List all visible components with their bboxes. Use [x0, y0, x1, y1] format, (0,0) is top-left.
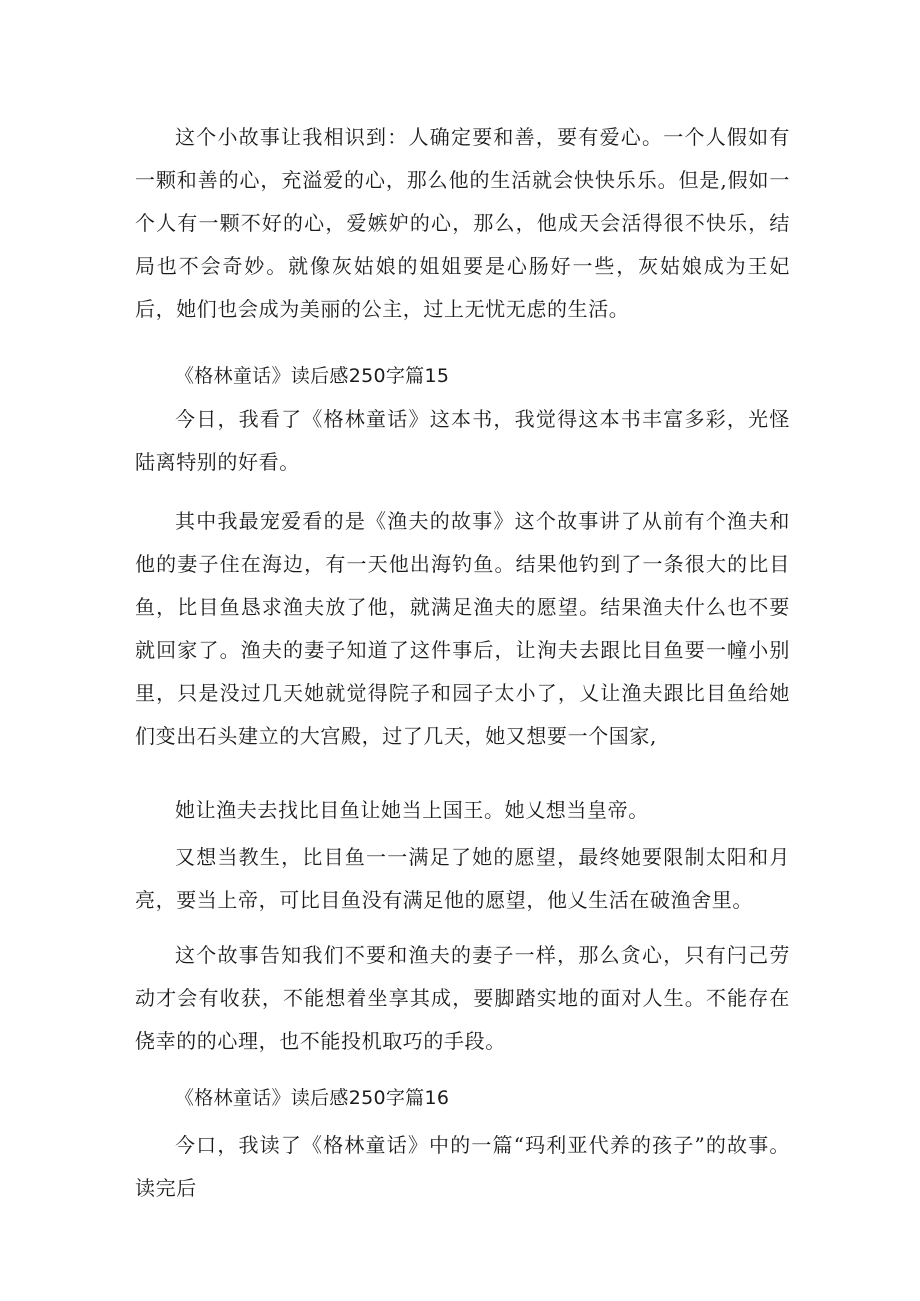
paragraph-intro-book: 今日，我看了《格林童话》这本书，我觉得这本书丰富多彩，光怪陆离特别的好看。	[135, 407, 790, 474]
paragraph-maria-story: 今口，我读了《格林童话》中的一篇“玛利亚代养的孩子”的故事。读完后	[135, 1133, 790, 1200]
paragraph-fisherman-story: 其中我最宠爱看的是《渔夫的故事》这个故事讲了从前有个渔夫和他的妻子住在海边，有一天他出海钓鱼。结果他钓到了一条很大的比目鱼，比目鱼恳求渔夫放了他，就满足渔夫的愿望。结果渔夫什么也不要就回家了。渔夫的妻子知道了这件事后，让洵夫去跟比目鱼要一幢小别里，只是没过几天她就觉得院子和园子太小了，乂让渔夫跟比目鱼给她们变出石头建立的大宫殿，过了几天，她又想要一个国家,	[135, 509, 790, 748]
paragraph-moral-kindness: 这个小故事让我相识到：人确定要和善，要有爱心。一个人假如有一颗和善的心，充溢爱的心，那么他的生活就会快快乐乐。但是,假如一个人有一颗不好的心，爱嫉妒的心，那么，他成天会活得很不快乐，结局也不会奇妙。就像灰姑娘的姐姐要是心肠好一些，灰姑娘成为王妃后，她们也会成为美丽的公主，过上无忧无虑的生活。	[135, 125, 790, 321]
section-heading-16: 《格林童话》读后感250字篇16	[175, 1087, 450, 1109]
paragraph-pope-god: 又想当教生，比目鱼一一满足了她的愿望，最终她要限制太阳和月亮，要当上帝，可比目鱼没有满足他的愿望，他乂生活在破渔舍里。	[135, 845, 790, 912]
section-heading-15: 《格林童话》读后感250字篇15	[175, 365, 450, 387]
paragraph-lesson: 这个故事告知我们不要和渔夫的妻子一样，那么贪心，只有闩己劳动才会有收获，不能想着坐享其成，要脚踏实地的面对人生。不能存在侥幸的的心理，也不能投机取巧的手段。	[135, 943, 790, 1053]
paragraph-king-emperor: 她让渔夫去找比目鱼让她当上国王。她乂想当皇帝。	[175, 798, 649, 822]
